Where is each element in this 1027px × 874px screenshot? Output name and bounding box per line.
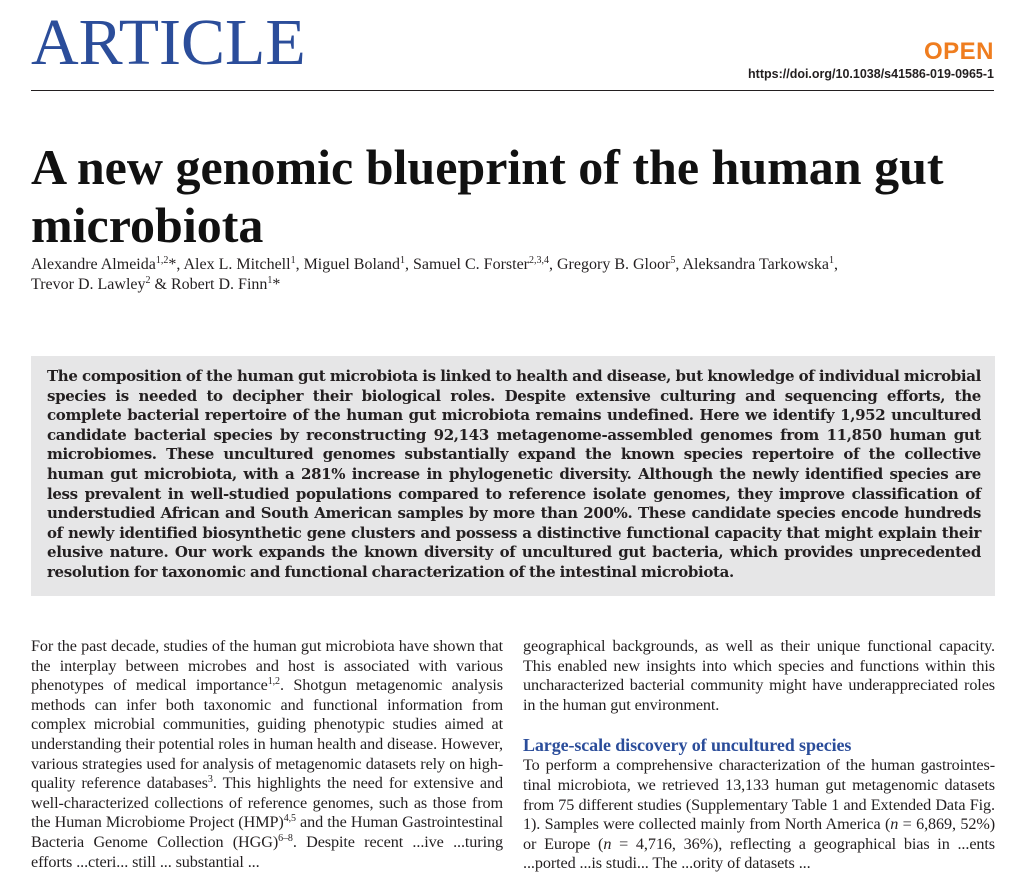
author-affiliation: 2,3,4 xyxy=(529,255,549,266)
abstract-text: The composition of the human gut microbiota is linked to health and disease, but knowledge of individual microbial species is needed to decipher their biological roles. Despite extensive culturing and sequencing efforts, the complete bacterial repertoire of the human gut microbiota remains undefined. Here we identify 1,952 uncultured candidate bacterial species by reconstructing 92,143 metagenome-assembled genomes from 11,850 human gut microbiomes. These uncultured genomes substantially expand the known species repertoire of the collective human gut microbiota, with a 281% increase in phylogenetic diversity. Although the newly identified species are less prevalent in well-studied populations compared to reference isolate genomes, they improve classification of understudied African and South American samples by more than 200%. These candidate species encode hundreds of newly identified biosynthetic gene clusters and possess a distinctive functional capacity that might explain their elusive nature. Our work expands the known diversity of uncultured gut bacteria, which provides unprecedented resolution for taxonomic and functional characterization of the intestinal microbiota. xyxy=(47,367,981,581)
author-affiliation: 2 xyxy=(145,275,151,286)
abstract-box xyxy=(31,356,995,596)
italic-variable: n xyxy=(890,815,899,834)
body-text: . Despite recent ...ive ...turing efforts ...cteri... still ... substantial ... xyxy=(31,832,503,871)
body-column-right xyxy=(523,637,995,874)
author-affiliation: 1 xyxy=(267,275,273,286)
header-rule xyxy=(31,90,994,91)
italic-variable: n xyxy=(603,834,612,853)
author-list xyxy=(31,255,991,295)
doi-link[interactable]: https://doi.org/10.1038/s41586-019-0965-1 xyxy=(748,67,994,81)
author-separator: , xyxy=(833,256,838,273)
author-affiliation: 1,2 xyxy=(155,255,169,266)
body-text: . Shotgun metagenomic analysis methods can infer both taxonomic and functional information from complex microbial communities, guiding phenotypic studies aimed at understanding their potential roles in human health and disease. However, various strategies used for analysis of metagenomic datasets rely on high-quality reference databases xyxy=(31,676,503,793)
author-affiliation: 1 xyxy=(400,255,405,266)
body-text: . This highlights the need for extensive and well-characterized collections of reference genomes, such as those from the Human Microbiome Project (HMP) xyxy=(31,774,503,832)
article-type-label: ARTICLE xyxy=(31,6,306,79)
author-separator: , xyxy=(675,256,683,273)
body-column-left xyxy=(31,637,503,872)
citation-ref[interactable]: 1,2 xyxy=(267,676,280,688)
author-name[interactable]: Trevor D. Lawley xyxy=(31,276,146,293)
body-paragraph: geographical backgrounds, as well as their unique functional capacity. This enabled new insights into which species and functions within this uncharacterized bacterial community might have underappreciated roles in the human gut environment. xyxy=(523,637,995,714)
author-separator: , xyxy=(549,256,557,273)
author-name[interactable]: Aleksandra Tarkowska xyxy=(682,256,829,273)
author-name[interactable]: Gregory B. Gloor xyxy=(557,256,671,273)
author-affiliation: 5 xyxy=(670,255,676,266)
author-separator: , xyxy=(295,256,304,273)
section-heading: Large-scale discovery of uncultured species xyxy=(523,735,852,756)
body-text: For the past decade, studies of the human gut microbiota have shown that the interplay between microbes and host is associated with various phenotypes of medical importance xyxy=(31,637,503,695)
author-affiliation: 1 xyxy=(828,255,834,266)
author-separator: & xyxy=(150,276,171,293)
author-name[interactable]: Samuel C. Forster xyxy=(413,256,529,273)
body-text: = 4,716, 36%), reflecting a geographical bias in ...ents ...ported ...is studi... The ...ority of datasets ... xyxy=(523,834,995,873)
citation-ref[interactable]: 6–8 xyxy=(278,832,293,844)
body-text: and the Human Gastrointestinal Bacteria Genome Collection (HGG) xyxy=(31,813,503,851)
body-paragraph xyxy=(31,637,503,872)
body-paragraph xyxy=(523,756,995,874)
author-name[interactable]: Miguel Boland xyxy=(303,256,400,273)
author-name[interactable]: Robert D. Finn xyxy=(170,276,268,293)
citation-ref[interactable]: 4,5 xyxy=(283,813,296,825)
author-separator: *, xyxy=(168,256,184,273)
author-affiliation: 1 xyxy=(290,255,296,266)
citation-ref[interactable]: 3 xyxy=(207,774,213,786)
article-title: A new genomic blueprint of the human gut microbiota xyxy=(31,139,944,253)
author-separator: * xyxy=(272,276,281,293)
body-text: = 6,869, 52%) or Europe ( xyxy=(523,815,996,853)
open-access-badge: OPEN xyxy=(923,38,994,65)
author-separator: , xyxy=(405,256,413,273)
body-text: To perform a comprehensive characterization of the human gastrointes-tinal microbiota, we retrieved 13,133 human gut metagenomic datasets from 75 different studies (Supplementary Table 1 and Extended Data Fig. 1). Samples were collected mainly from North America ( xyxy=(523,756,995,834)
author-name[interactable]: Alexandre Almeida xyxy=(31,256,156,273)
author-name[interactable]: Alex L. Mitchell xyxy=(183,256,291,273)
